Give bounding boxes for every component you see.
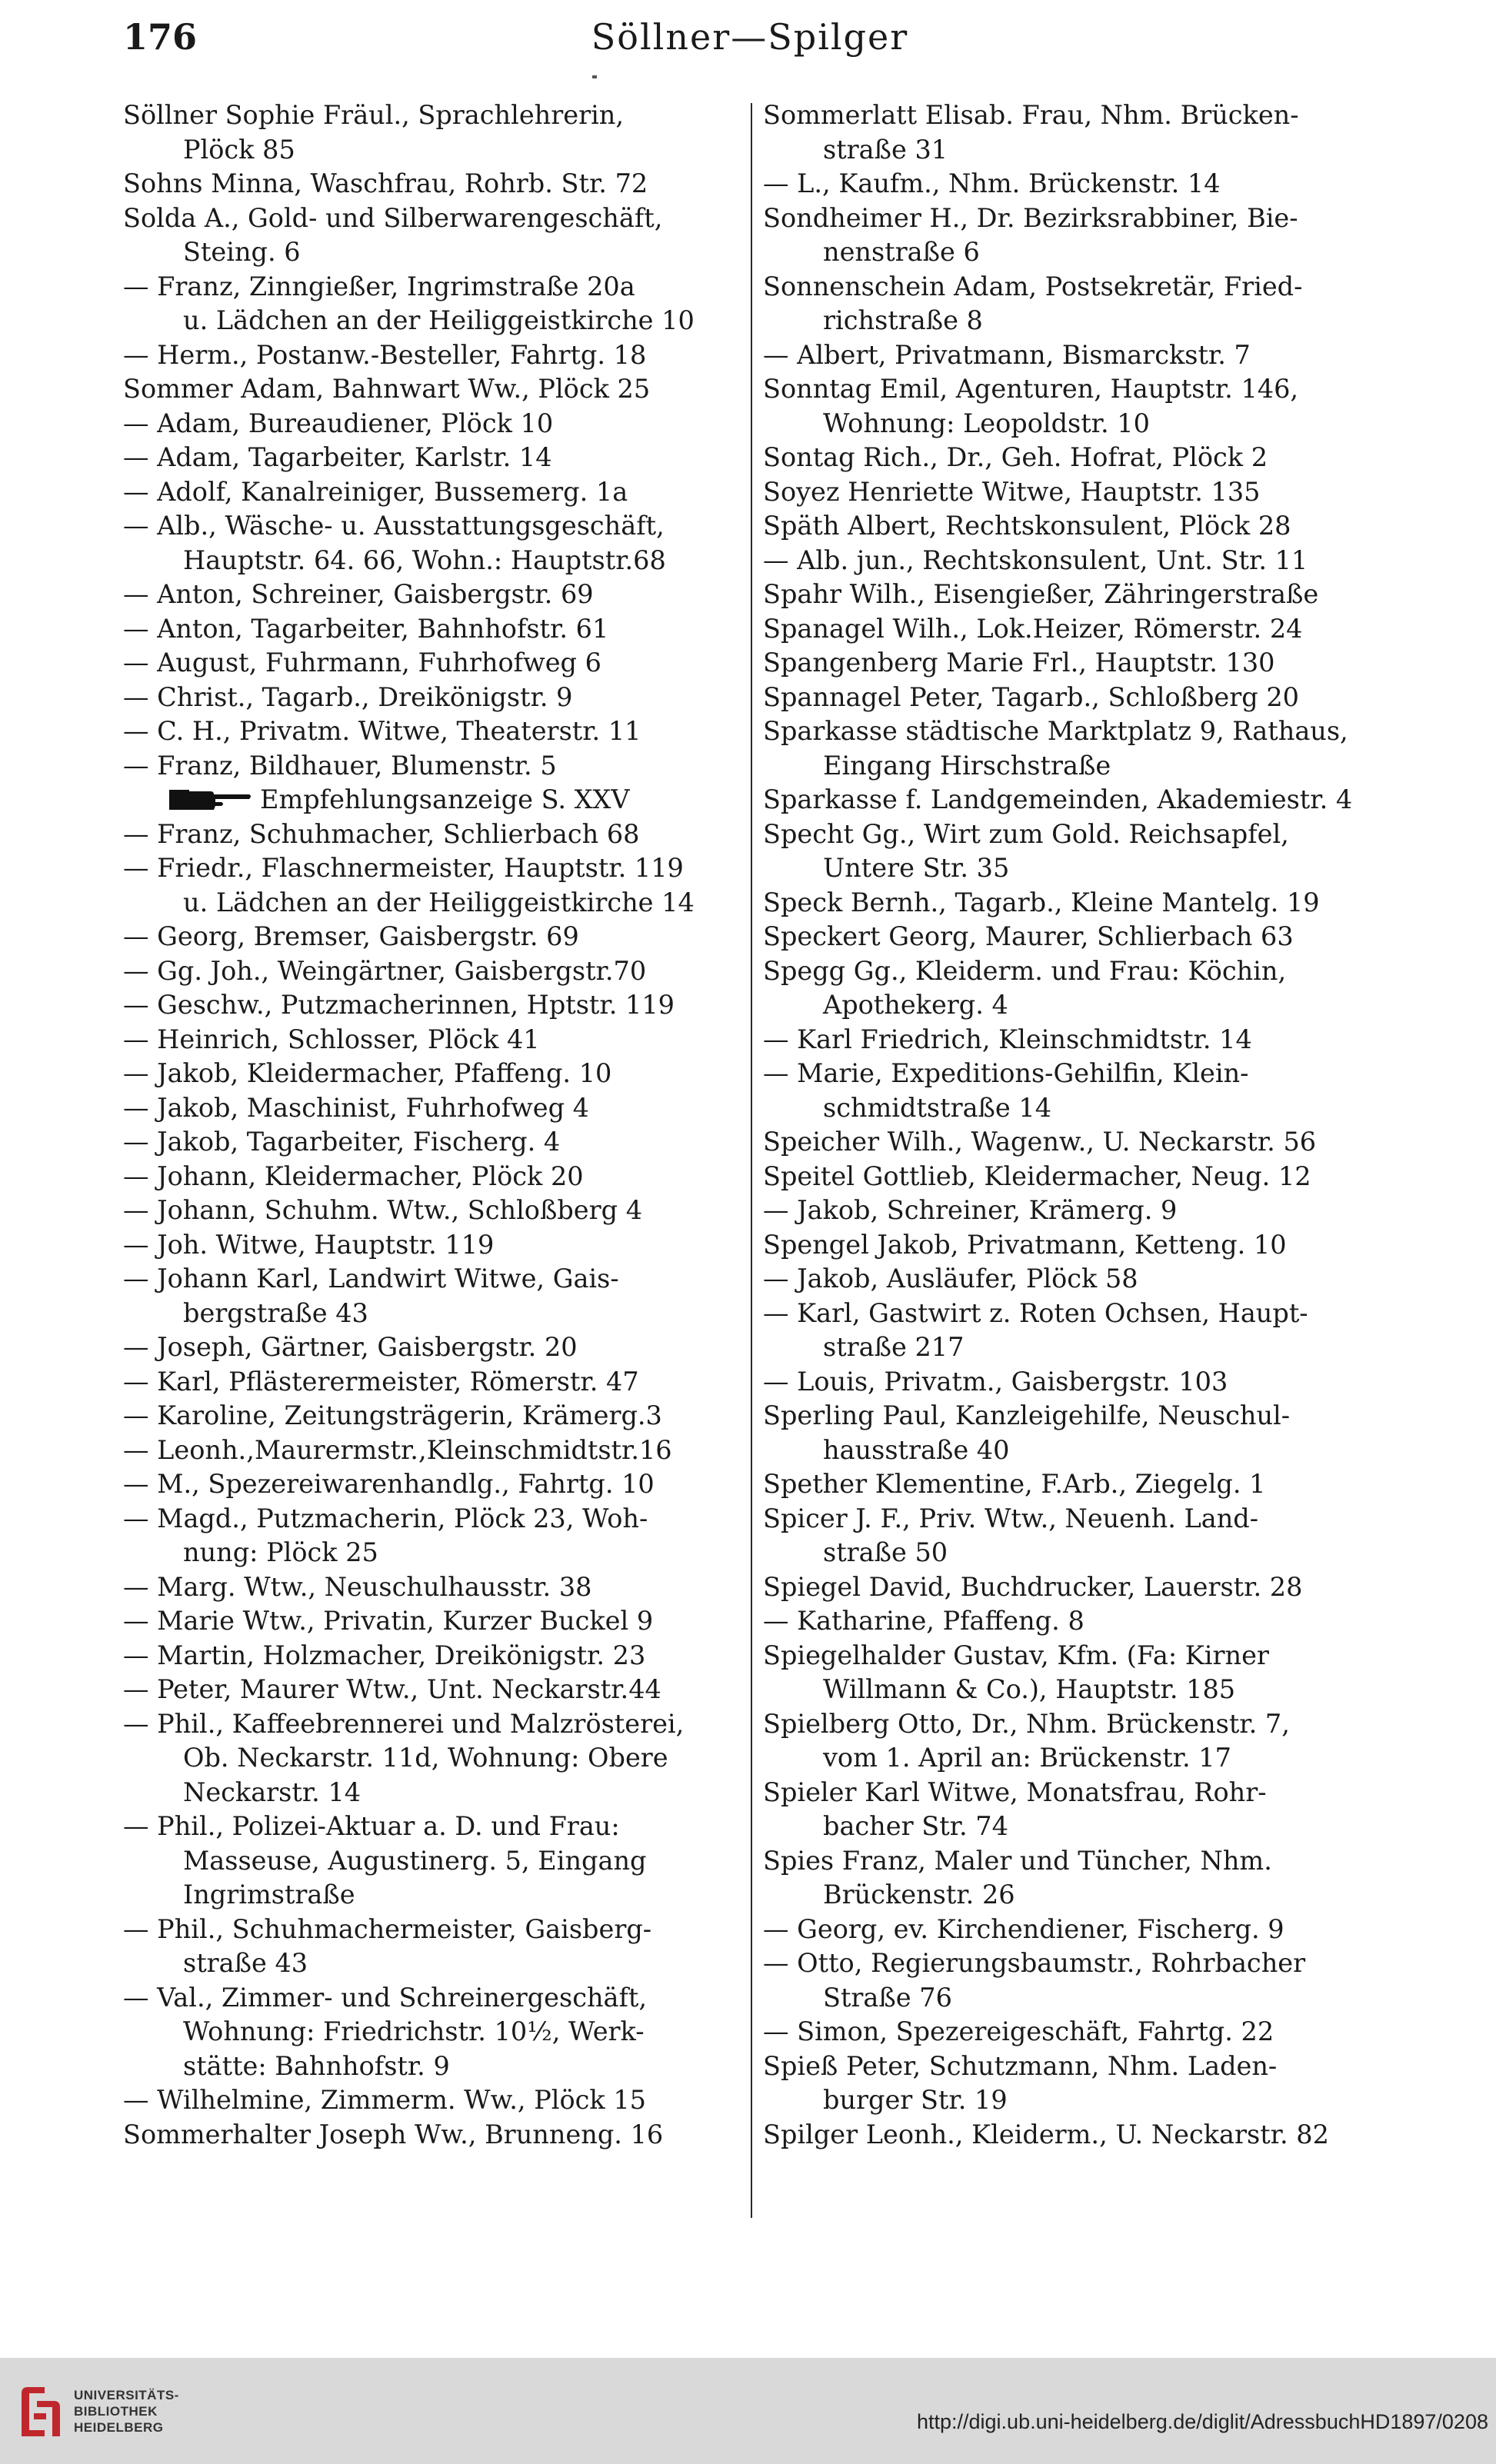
directory-entry: Spies Franz, Maler und Tüncher, Nhm. bbox=[763, 1845, 1272, 1876]
directory-entry: — L., Kaufm., Nhm. Brückenstr. 14 bbox=[763, 168, 1221, 198]
entry-continuation: Ob. Neckarstr. 11d, Wohnung: Obere bbox=[183, 1743, 668, 1773]
entry-continuation: Wohnung: Friedrichstr. 10½, Werk- bbox=[183, 2016, 645, 2046]
directory-entry: — Christ., Tagarb., Dreikönigstr. 9 bbox=[123, 681, 573, 712]
entry-continuation: Brückenstr. 26 bbox=[823, 1880, 1015, 1910]
directory-entry: Spielberg Otto, Dr., Nhm. Brückenstr. 7, bbox=[763, 1708, 1290, 1739]
directory-entry: Sperling Paul, Kanzleigehilfe, Neuschul- bbox=[763, 1400, 1291, 1430]
directory-entry: — Joh. Witwe, Hauptstr. 119 bbox=[123, 1229, 495, 1260]
left-column bbox=[123, 98, 738, 2152]
library-logo[interactable] bbox=[14, 2381, 214, 2446]
entry-continuation: Straße 76 bbox=[823, 1982, 952, 2013]
directory-entry: Sommer Adam, Bahnwart Ww., Plöck 25 bbox=[123, 374, 651, 404]
directory-entry: — Jakob, Ausläufer, Plöck 58 bbox=[763, 1264, 1138, 1294]
directory-entry: — Geschw., Putzmacherinnen, Hptstr. 119 bbox=[123, 990, 675, 1020]
directory-entry: — Martin, Holzmacher, Dreikönigstr. 23 bbox=[123, 1640, 646, 1670]
directory-entry: — Joseph, Gärtner, Gaisbergstr. 20 bbox=[123, 1332, 578, 1362]
directory-entry: — Marg. Wtw., Neuschulhausstr. 38 bbox=[123, 1571, 592, 1602]
directory-entry: Spieß Peter, Schutzmann, Nhm. Laden- bbox=[763, 2050, 1278, 2081]
entry-continuation: burger Str. 19 bbox=[823, 2085, 1008, 2115]
entry-continuation: u. Lädchen an der Heiliggeistkirche 10 bbox=[183, 305, 695, 335]
directory-entry: — Franz, Zinngießer, Ingrimstraße 20a bbox=[123, 271, 635, 301]
entry-continuation: Apothekerg. 4 bbox=[823, 990, 1008, 1020]
directory-entry: — Peter, Maurer Wtw., Unt. Neckarstr.44 bbox=[123, 1674, 661, 1704]
directory-entry: Sparkasse f. Landgemeinden, Akademiestr. 4 bbox=[763, 784, 1353, 814]
advertisement-reference bbox=[123, 783, 738, 817]
directory-entry: — August, Fuhrmann, Fuhrhofweg 6 bbox=[123, 648, 601, 678]
directory-entry: Spiegelhalder Gustav, Kfm. (Fa: Kirner bbox=[763, 1640, 1269, 1670]
running-head: Söllner—Spilger bbox=[591, 16, 909, 58]
directory-entry: Speitel Gottlieb, Kleidermacher, Neug. 12 bbox=[763, 1160, 1311, 1191]
entry-continuation: Ingrimstraße bbox=[183, 1880, 355, 1910]
directory-entry: — Magd., Putzmacherin, Plöck 23, Woh- bbox=[123, 1503, 648, 1533]
entry-continuation: bergstraße 43 bbox=[183, 1297, 368, 1328]
directory-entry: Sondheimer H., Dr. Bezirksrabbiner, Bie- bbox=[763, 202, 1298, 233]
directory-entry: — C. H., Privatm. Witwe, Theaterstr. 11 bbox=[123, 716, 641, 746]
directory-entry: — Alb. jun., Rechtskonsulent, Unt. Str. 11 bbox=[763, 544, 1308, 575]
directory-entry: — Otto, Regierungsbaumstr., Rohrbacher bbox=[763, 1948, 1306, 1978]
page-number: 176 bbox=[123, 16, 198, 58]
directory-entry: Specht Gg., Wirt zum Gold. Reichsapfel, bbox=[763, 818, 1289, 849]
directory-entry: — Anton, Schreiner, Gaisbergstr. 69 bbox=[123, 579, 594, 609]
directory-entry: — Phil., Kaffeebrennerei und Malzrösterei, bbox=[123, 1708, 685, 1739]
directory-entry: — Karl Friedrich, Kleinschmidtstr. 14 bbox=[763, 1024, 1252, 1054]
directory-entry: Späth Albert, Rechtskonsulent, Plöck 28 bbox=[763, 511, 1291, 541]
directory-entry: — Heinrich, Schlosser, Plöck 41 bbox=[123, 1024, 540, 1054]
directory-entry: — Georg, Bremser, Gaisbergstr. 69 bbox=[123, 921, 579, 951]
right-column bbox=[763, 98, 1378, 2152]
directory-entry: — Karl, Pflästerermeister, Römerstr. 47 bbox=[123, 1366, 639, 1397]
directory-entry: — Herm., Postanw.-Besteller, Fahrtg. 18 bbox=[123, 339, 647, 370]
pointing-hand-icon bbox=[166, 785, 252, 813]
directory-entry: Spieler Karl Witwe, Monatsfrau, Rohr- bbox=[763, 1776, 1267, 1807]
entry-continuation: Hauptstr. 64. 66, Wohn.: Hauptstr.68 bbox=[183, 544, 666, 575]
entry-continuation: Masseuse, Augustinerg. 5, Eingang bbox=[183, 1845, 647, 1876]
directory-entry: Spengel Jakob, Privatmann, Ketteng. 10 bbox=[763, 1229, 1287, 1260]
directory-entry: — Johann, Kleidermacher, Plöck 20 bbox=[123, 1160, 584, 1191]
directory-entry: Sommerlatt Elisab. Frau, Nhm. Brücken- bbox=[763, 100, 1299, 130]
directory-entry: — Albert, Privatmann, Bismarckstr. 7 bbox=[763, 339, 1251, 370]
entry-continuation: nenstraße 6 bbox=[823, 237, 980, 267]
entry-continuation: nung: Plöck 25 bbox=[183, 1537, 378, 1567]
directory-entry: — M., Spezereiwarenhandlg., Fahrtg. 10 bbox=[123, 1469, 655, 1499]
directory-entry: Sohns Minna, Waschfrau, Rohrb. Str. 72 bbox=[123, 168, 648, 198]
directory-entry: — Adam, Tagarbeiter, Karlstr. 14 bbox=[123, 442, 552, 472]
directory-entry: — Franz, Bildhauer, Blumenstr. 5 bbox=[123, 750, 557, 781]
footer-bar bbox=[0, 2358, 1496, 2464]
entry-continuation: bacher Str. 74 bbox=[823, 1811, 1008, 1841]
source-url-link[interactable]: http://digi.ub.uni-heidelberg.de/diglit/AdressbuchHD1897/0208 bbox=[916, 2410, 1488, 2433]
library-logo-mark-icon bbox=[14, 2382, 65, 2441]
directory-entry: Sontag Rich., Dr., Geh. Hofrat, Plöck 2 bbox=[763, 442, 1268, 472]
logo-line: HEIDELBERG bbox=[74, 2420, 164, 2435]
directory-entry: — Adolf, Kanalreiniger, Bussemerg. 1a bbox=[123, 476, 628, 507]
directory-entry: Speckert Georg, Maurer, Schlierbach 63 bbox=[763, 921, 1294, 951]
directory-entry: Sonntag Emil, Agenturen, Hauptstr. 146, bbox=[763, 374, 1299, 404]
entry-continuation: stätte: Bahnhofstr. 9 bbox=[183, 2050, 450, 2081]
directory-entry: — Jakob, Maschinist, Fuhrhofweg 4 bbox=[123, 1092, 589, 1123]
directory-entry: — Marie, Expeditions-Gehilfin, Klein- bbox=[763, 1058, 1249, 1088]
directory-entry: — Friedr., Flaschnermeister, Hauptstr. 119 bbox=[123, 853, 684, 883]
entry-continuation: straße 43 bbox=[183, 1948, 308, 1978]
entry-continuation: schmidtstraße 14 bbox=[823, 1092, 1052, 1123]
directory-entry: Sommerhalter Joseph Ww., Brunneng. 16 bbox=[123, 2119, 664, 2149]
entry-continuation: Neckarstr. 14 bbox=[183, 1776, 362, 1807]
directory-entry: — Adam, Bureaudiener, Plöck 10 bbox=[123, 408, 554, 438]
directory-entry: — Anton, Tagarbeiter, Bahnhofstr. 61 bbox=[123, 613, 609, 644]
directory-entry: — Johann Karl, Landwirt Witwe, Gais- bbox=[123, 1264, 619, 1294]
directory-entry: — Alb., Wäsche- u. Ausstattungsgeschäft, bbox=[123, 511, 665, 541]
directory-entry: Spannagel Peter, Tagarb., Schloßberg 20 bbox=[763, 681, 1299, 712]
directory-entry: — Val., Zimmer- und Schreinergeschäft, bbox=[123, 1982, 648, 2013]
directory-entry: — Wilhelmine, Zimmerm. Ww., Plöck 15 bbox=[123, 2085, 646, 2115]
entry-continuation: Willmann & Co.), Hauptstr. 185 bbox=[823, 1674, 1236, 1704]
directory-entry: Spegg Gg., Kleiderm. und Frau: Köchin, bbox=[763, 955, 1287, 986]
directory-entry: — Gg. Joh., Weingärtner, Gaisbergstr.70 bbox=[123, 955, 647, 986]
logo-line: BIBLIOTHEK bbox=[74, 2404, 158, 2419]
directory-entry: — Leonh.,Maurermstr.,Kleinschmidtstr.16 bbox=[123, 1434, 672, 1465]
library-logo-text bbox=[74, 2387, 179, 2436]
directory-entry: Spether Klementine, F.Arb., Ziegelg. 1 bbox=[763, 1469, 1266, 1499]
entry-continuation: straße 31 bbox=[823, 134, 948, 165]
entry-continuation: Steing. 6 bbox=[183, 237, 301, 267]
entry-continuation: Wohnung: Leopoldstr. 10 bbox=[823, 408, 1150, 438]
directory-entry: Spanagel Wilh., Lok.Heizer, Römerstr. 24 bbox=[763, 613, 1303, 644]
entry-continuation: richstraße 8 bbox=[823, 305, 983, 335]
directory-entry: — Georg, ev. Kirchendiener, Fischerg. 9 bbox=[763, 1913, 1284, 1944]
entry-continuation: Eingang Hirschstraße bbox=[823, 750, 1111, 781]
directory-entry: — Katharine, Pfaffeng. 8 bbox=[763, 1606, 1085, 1636]
directory-entry: — Jakob, Kleidermacher, Pfaffeng. 10 bbox=[123, 1058, 612, 1088]
page-header bbox=[123, 6, 1377, 68]
directory-entry: — Phil., Schuhmachermeister, Gaisberg- bbox=[123, 1913, 652, 1944]
directory-entry: Spiegel David, Buchdrucker, Lauerstr. 28 bbox=[763, 1571, 1303, 1602]
column-divider bbox=[751, 103, 752, 2218]
directory-entry: Spangenberg Marie Frl., Hauptstr. 130 bbox=[763, 648, 1275, 678]
directory-entry: — Marie Wtw., Privatin, Kurzer Buckel 9 bbox=[123, 1606, 654, 1636]
directory-entry: Sonnenschein Adam, Postsekretär, Fried- bbox=[763, 271, 1303, 301]
directory-entry: — Jakob, Schreiner, Krämerg. 9 bbox=[763, 1195, 1178, 1225]
directory-entry: — Karl, Gastwirt z. Roten Ochsen, Haupt- bbox=[763, 1297, 1308, 1328]
directory-entry: — Simon, Spezereigeschäft, Fahrtg. 22 bbox=[763, 2016, 1274, 2046]
directory-entry: — Franz, Schuhmacher, Schlierbach 68 bbox=[123, 818, 640, 849]
directory-entry: Spicer J. F., Priv. Wtw., Neuenh. Land- bbox=[763, 1503, 1259, 1533]
logo-line: UNIVERSITÄTS- bbox=[74, 2388, 179, 2402]
directory-entry: — Louis, Privatm., Gaisbergstr. 103 bbox=[763, 1366, 1228, 1397]
entry-continuation: Plöck 85 bbox=[183, 134, 295, 165]
directory-entry: — Karoline, Zeitungsträgerin, Krämerg.3 bbox=[123, 1400, 662, 1430]
entry-text: Empfehlungsanzeige S. XXV bbox=[260, 784, 630, 814]
directory-entry: Speck Bernh., Tagarb., Kleine Mantelg. 19 bbox=[763, 887, 1320, 917]
entry-continuation: vom 1. April an: Brückenstr. 17 bbox=[823, 1743, 1231, 1773]
directory-entry: — Johann, Schuhm. Wtw., Schloßberg 4 bbox=[123, 1195, 643, 1225]
directory-entry: Söllner Sophie Fräul., Sprachlehrerin, bbox=[123, 100, 625, 130]
directory-entry: Spilger Leonh., Kleiderm., U. Neckarstr. 82 bbox=[763, 2119, 1329, 2149]
directory-entry: Sparkasse städtische Marktplatz 9, Rathaus, bbox=[763, 716, 1348, 746]
directory-entry: — Phil., Polizei-Aktuar a. D. und Frau: bbox=[123, 1811, 620, 1841]
entry-continuation: straße 50 bbox=[823, 1537, 948, 1567]
entry-continuation: u. Lädchen an der Heiliggeistkirche 14 bbox=[183, 887, 695, 917]
directory-entry: Speicher Wilh., Wagenw., U. Neckarstr. 56 bbox=[763, 1127, 1317, 1157]
directory-entry: Soyez Henriette Witwe, Hauptstr. 135 bbox=[763, 476, 1261, 507]
entry-continuation: hausstraße 40 bbox=[823, 1434, 1010, 1465]
directory-entry: Spahr Wilh., Eisengießer, Zähringerstraße bbox=[763, 579, 1319, 609]
printing-mark bbox=[592, 75, 597, 78]
directory-entry: — Jakob, Tagarbeiter, Fischerg. 4 bbox=[123, 1127, 561, 1157]
directory-entry: Solda A., Gold- und Silberwarengeschäft, bbox=[123, 202, 663, 233]
directory-columns bbox=[123, 98, 1392, 2221]
entry-continuation: straße 217 bbox=[823, 1332, 965, 1362]
entry-continuation: Untere Str. 35 bbox=[823, 853, 1010, 883]
